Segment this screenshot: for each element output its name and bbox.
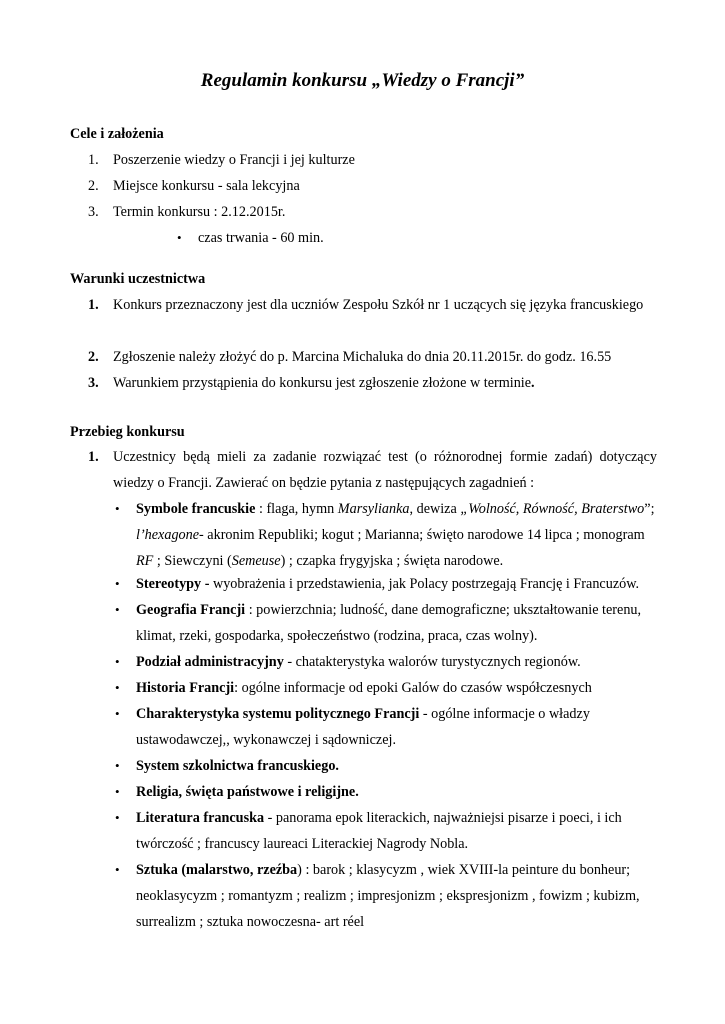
section-heading-goals: Cele i założenia [70, 126, 164, 142]
topic-text: Stereotypy - wyobrażenia i przedstawienia, jak Polacy postrzegają Francję i Francuzów. [136, 576, 640, 592]
list-number: 1. [88, 152, 99, 168]
list-text: Poszerzenie wiedzy o Francji i jej kulturze [113, 152, 355, 168]
bullet-icon: • [115, 501, 120, 516]
topic-bullet-literature [0, 805, 725, 857]
topic-text: Geografia Francji : powierzchnia; ludność, dane demograficzne; ukształtowanie terenu, klimat, rzeki, gospodarka, społeczeństwo (rodzina, praca, czas wolny). [136, 602, 642, 644]
bullet-icon: • [115, 654, 120, 669]
topic-text: System szkolnictwa francuskiego. [136, 758, 339, 774]
list-text: czas trwania - 60 min. [198, 230, 324, 246]
topic-text: Historia Francji: ogólne informacje od epoki Galów do czasów współczesnych [136, 680, 592, 696]
list-text: Miejsce konkursu - sala lekcyjna [113, 178, 300, 194]
list-number: 3. [88, 204, 99, 220]
list-text: Zgłoszenie należy złożyć do p. Marcina Michaluka do dnia 20.11.2015r. do godz. 16.55 [113, 349, 612, 365]
topic-bullet-geography [0, 597, 725, 649]
topic-bullet-art [0, 857, 725, 935]
section-heading-conditions: Warunki uczestnictwa [70, 271, 206, 287]
list-item [0, 444, 725, 496]
topic-text: Religia, święta państwowe i religijne. [136, 784, 359, 800]
topic-bullet-symbols [0, 496, 725, 574]
list-text: Termin konkursu : 2.12.2015r. [113, 204, 286, 220]
topic-text: Symbole francuskie : flaga, hymn Marsylianka, dewiza „Wolność, Równość, Braterstwo”; l’hexagone- akronim Republiki; kogut ; Marianna; święto narodowe 14 lipca ; monogram RF ; Siewczyni (Semeuse) ; czapka frygyjska ; święta narodowe. [136, 501, 655, 569]
bullet-icon: • [115, 784, 120, 799]
section-heading-course: Przebieg konkursu [70, 424, 185, 440]
list-number: 1. [88, 449, 99, 465]
list-number: 2. [88, 349, 99, 365]
list-number: 1. [88, 297, 99, 313]
bullet-icon: • [177, 230, 182, 245]
bullet-icon: • [115, 810, 120, 825]
list-text: Konkurs przeznaczony jest dla uczniów Zespołu Szkół nr 1 uczących się języka francuskiego [113, 297, 644, 313]
topic-text: Podział administracyjny - chatakterystyka walorów turystycznych regionów. [136, 654, 581, 670]
bullet-icon: • [115, 602, 120, 617]
bullet-icon: • [115, 862, 120, 877]
document-title: Regulamin konkursu „Wiedzy o Francji” [200, 70, 525, 91]
topic-bullet-political-system [0, 701, 725, 753]
list-text: Warunkiem przystąpienia do konkursu jest zgłoszenie złożone w terminie. [113, 375, 535, 391]
bullet-icon: • [115, 758, 120, 773]
list-item [0, 292, 725, 344]
topic-text: Literatura francuska - panorama epok literackich, najważniejsi pisarze i poeci, i ich twórczość ; francuscy laureaci Literackiej Nagrody Nobla. [136, 810, 622, 852]
topic-text: Sztuka (malarstwo, rzeźba) : barok ; klasycyzm , wiek XVIII-la peinture du bonheur; neoklasycyzm ; romantyzm ; realizm ; impresjonizm ; ekspresjonizm , fowizm ; kubizm, surrealizm ; sztuka nowoczesna- art réel [136, 862, 640, 930]
bullet-icon: • [115, 576, 120, 591]
topic-text: Charakterystyka systemu politycznego Francji - ogólne informacje o władzy ustawodawczej,, wykonawczej i sądowniczej. [136, 706, 590, 748]
list-number: 2. [88, 178, 99, 194]
list-text: Uczestnicy będą mieli za zadanie rozwiązać test (o różnorodnej formie zadań) dotyczący wiedzy o Francji. Zawierać on będzie pytania z następujących zagadnień : [113, 449, 657, 491]
bullet-icon: • [115, 680, 120, 695]
list-number: 3. [88, 375, 99, 391]
bullet-icon: • [115, 706, 120, 721]
